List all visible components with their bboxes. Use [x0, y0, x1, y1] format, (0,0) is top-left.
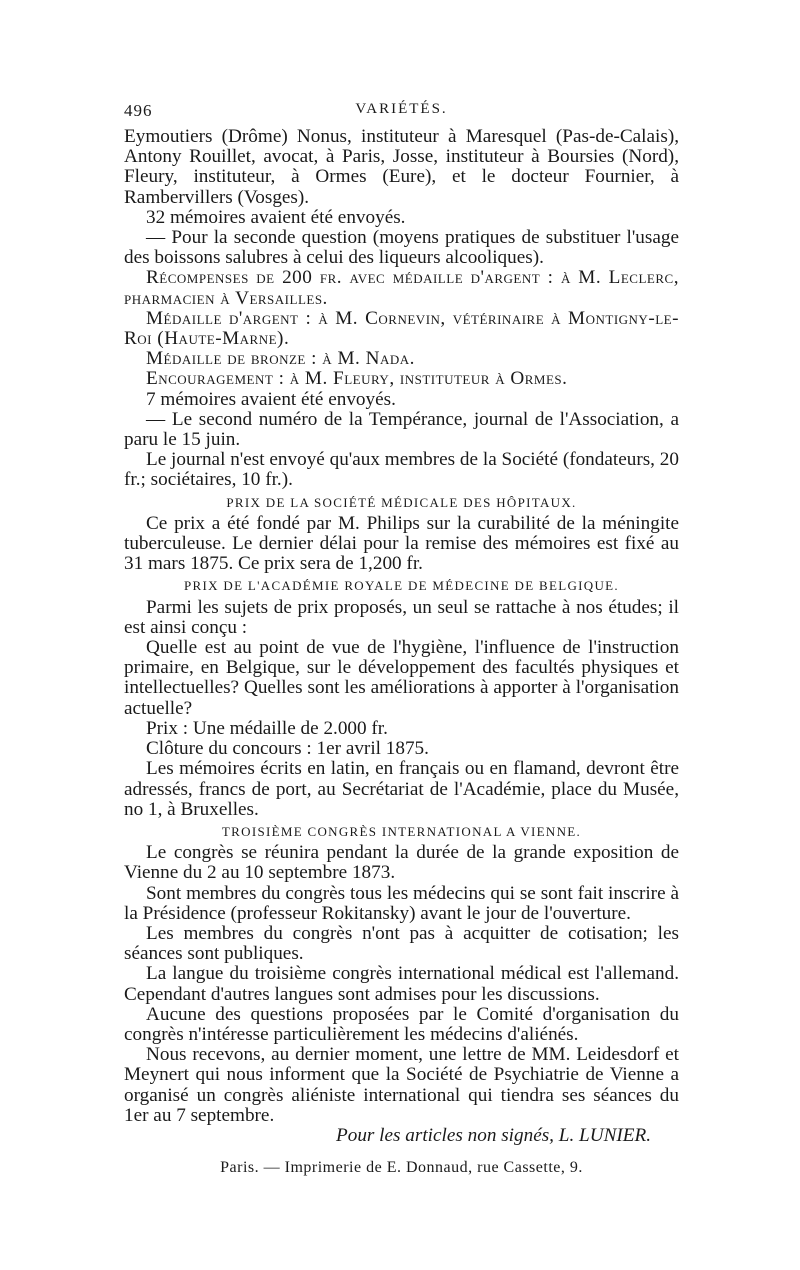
paragraph: 7 mémoires avaient été envoyés. — [146, 388, 396, 410]
paragraph: Le journal n'est envoyé qu'aux membres de la Société (fondateurs, 20 fr.; sociétaires, 10 fr.). — [124, 449, 679, 491]
paragraph: La langue du troisième congrès international médical est l'allemand. Cependant d'autres langues sont admises pour les discussions. — [124, 963, 679, 1005]
section-heading: PRIX DE LA SOCIÉTÉ MÉDICALE DES HÔPITAUX. — [226, 494, 577, 510]
paragraph: Sont membres du congrès tous les médecins qui se sont fait inscrire à la Présidence (professeur Rokitansky) avant le jour de l'ouverture. — [124, 882, 679, 924]
paragraph: Nous recevons, au dernier moment, une lettre de MM. Leidesdorf et Meynert qui nous informent que la Société de Psychiatrie de Vienne a organisé un congrès aliéniste international qui tiendra ses séances du 1er au 7 septembre. — [124, 1044, 679, 1126]
imprint-footer: Paris. — Imprimerie de E. Donnaud, rue Cassette, 9. — [220, 1159, 583, 1176]
paragraph: Parmi les sujets de prix proposés, un seul se rattache à nos études; il est ainsi conçu : — [124, 596, 679, 638]
paragraph: Clôture du concours : 1er avril 1875. — [146, 738, 429, 760]
paragraph: Médaille de bronze : à M. Nada. — [146, 348, 415, 370]
signature-text: Pour les articles non signés, L. LUNIER. — [336, 1124, 651, 1146]
page-header — [124, 101, 679, 123]
signature — [124, 1126, 679, 1146]
paragraph: Encouragement : à M. Fleury, instituteur à Ormes. — [146, 368, 568, 390]
paragraph: — Le second numéro de la Tempérance, journal de l'Association, a paru le 15 juin. — [124, 408, 679, 451]
paragraph: 32 mémoires avaient été envoyés. — [146, 206, 406, 228]
paragraph: Eymoutiers (Drôme) Nonus, instituteur à Maresquel (Pas-de-Calais), Antony Rouillet, avocat, à Paris, Josse, instituteur à Boursies (Nord), Fleury, instituteur, à Ormes (Eure), et le docteur Fournier, à Rambervillers (Vosges). — [124, 126, 679, 208]
section-heading: TROISIÈME CONGRÈS INTERNATIONAL A VIENNE. — [221, 823, 582, 839]
paragraph: Ce prix a été fondé par M. Philips sur la curabilité de la méningite tuberculeuse. Le dernier délai pour la remise des mémoires est fixé au 31 mars 1875. Ce prix sera de 1,200 fr. — [124, 512, 679, 575]
page-body — [124, 127, 679, 1146]
section-heading: PRIX DE L'ACADÉMIE ROYALE DE MÉDECINE DE BELGIQUE. — [184, 578, 619, 594]
running-title: VARIÉTÉS. — [355, 101, 448, 117]
paragraph: Récompenses de 200 fr. avec médaille d'argent : à M. Leclerc, pharmacien à Versailles. — [124, 267, 679, 309]
paragraph: Quelle est au point de vue de l'hygiène, l'influence de l'instruction primaire, en Belgique, sur le développement des facultés physiques et intellectuelles? Quelles sont les améliorations à apporter à l'organisation actuelle? — [124, 637, 679, 719]
paragraph: Le congrès se réunira pendant la durée de la grande exposition de Vienne du 2 au 10 septembre 1873. — [124, 842, 679, 884]
paragraph: Médaille d'argent : à M. Cornevin, vétérinaire à Montigny-le-Roi (Haute-Marne). — [124, 307, 679, 350]
paragraph: Aucune des questions proposées par le Comité d'organisation du congrès n'intéresse particulièrement les médecins d'aliénés. — [124, 1003, 679, 1045]
paragraph: Les membres du congrès n'ont pas à acquitter de cotisation; les séances sont publiques. — [124, 922, 679, 965]
page-number: 496 — [124, 101, 153, 120]
paragraph: Les mémoires écrits en latin, en français ou en flamand, devront être adressés, francs de port, au Secrétariat de l'Académie, place du Musée, no 1, à Bruxelles. — [124, 758, 679, 820]
paragraph: Prix : Une médaille de 2.000 fr. — [146, 717, 388, 739]
paragraph: — Pour la seconde question (moyens pratiques de substituer l'usage des boissons salubres à celui des liqueurs alcooliques). — [124, 227, 679, 269]
